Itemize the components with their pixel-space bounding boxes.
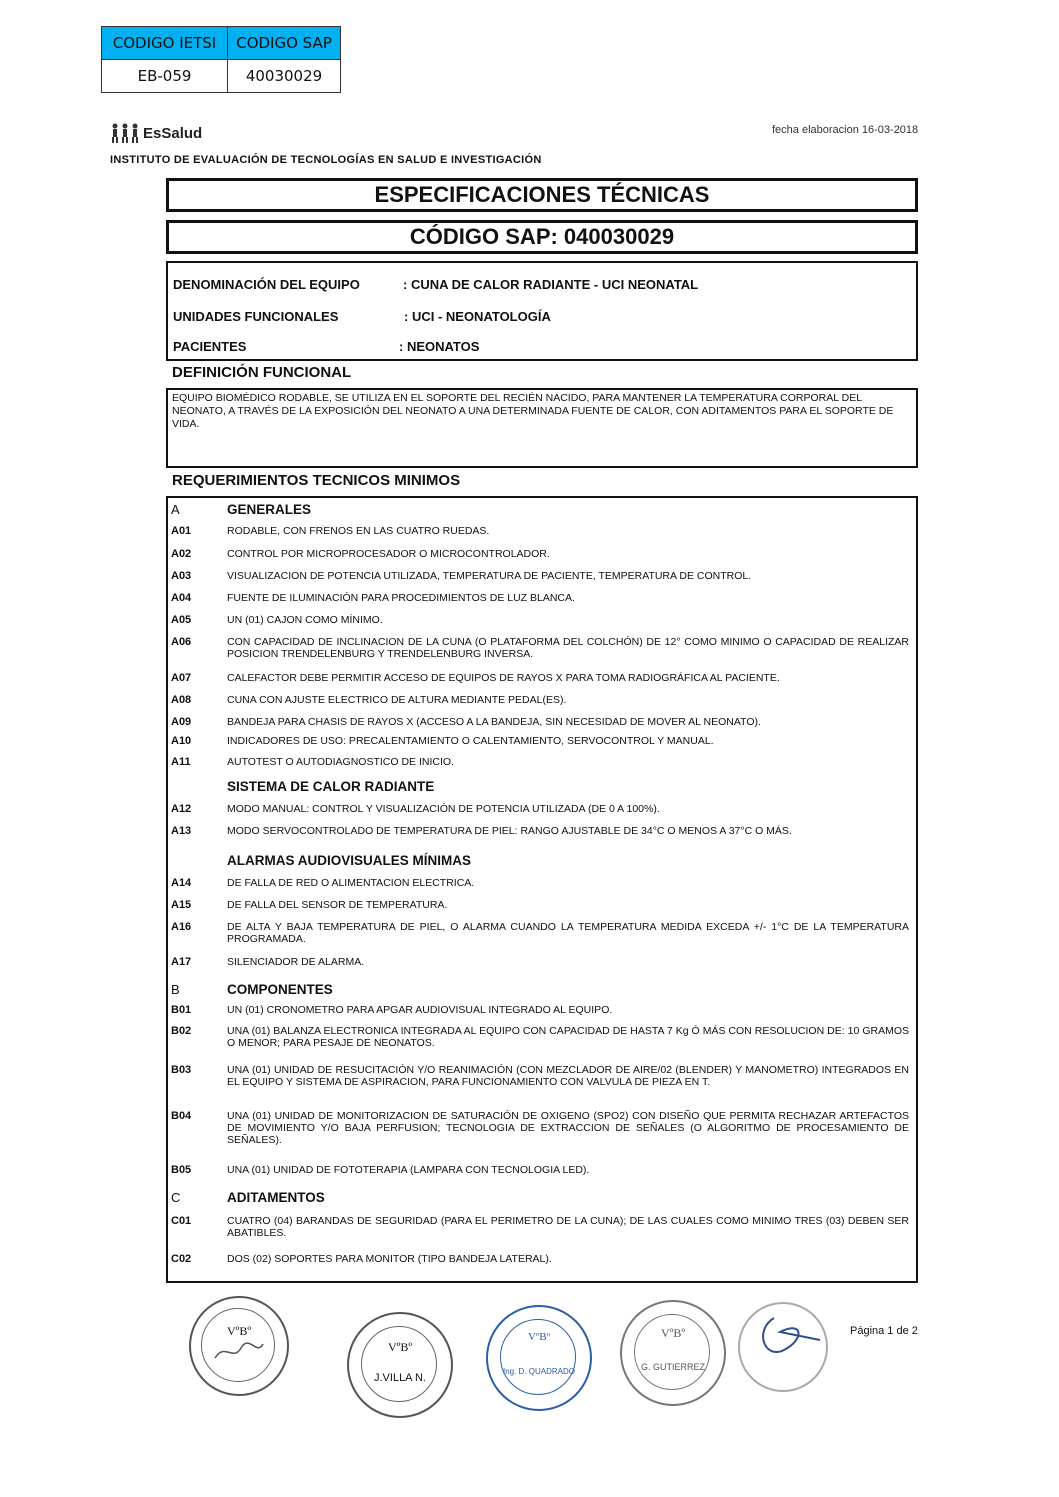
requirement-code: A06 bbox=[171, 636, 192, 648]
requirement-text: SILENCIADOR DE ALARMA. bbox=[227, 956, 365, 968]
stamp-mark: VºBº bbox=[527, 1331, 551, 1343]
stamp-mark: VºBº bbox=[226, 1324, 252, 1338]
requirement-code: C02 bbox=[171, 1253, 192, 1265]
requirement-text: AUTOTEST O AUTODIAGNOSTICO DE INICIO. bbox=[227, 756, 454, 768]
requirement-text: UNA (01) BALANZA ELECTRONICA INTEGRADA AL EQUIPO CON CAPACIDAD DE HASTA 7 Kg Ó MÁS CON RESOLUCION DE: 10 GRAMOS O MENOR; PARA PESAJE DE NEONATOS. bbox=[227, 1025, 909, 1049]
definicion-text: EQUIPO BIOMÉDICO RODABLE, SE UTILIZA EN EL SOPORTE DEL RECIÉN NACIDO, PARA MANTENER LA TEMPERATURA CORPORAL DEL NEONATO, A TRAVÉS DE LA EXPOSICIÓN DEL NEONATO A UNA DETERMINADA FUENTE DE CALOR, CON ADITAMENTOS PARA EL SOPORTE DE VIDA. bbox=[172, 392, 894, 430]
requirement-text: UN (01) CRONOMETRO PARA APGAR AUDIOVISUAL INTEGRADO AL EQUIPO. bbox=[227, 1004, 613, 1016]
requirement-code: A16 bbox=[171, 921, 192, 933]
requirement-text: SISTEMA DE CALOR RADIANTE bbox=[227, 779, 435, 794]
requirement-code: A01 bbox=[171, 525, 192, 537]
requirement-code: A02 bbox=[171, 548, 192, 560]
requirement-code: A14 bbox=[171, 877, 192, 889]
code-table-header: CODIGO SAP bbox=[228, 27, 341, 60]
pacientes-label: PACIENTES bbox=[173, 339, 247, 354]
requirement-text: UNA (01) UNIDAD DE FOTOTERAPIA (LAMPARA CON TECNOLOGIA LED). bbox=[227, 1164, 590, 1176]
equipment-info-box bbox=[166, 261, 918, 361]
definicion-heading: DEFINICIÓN FUNCIONAL bbox=[172, 364, 352, 381]
requirement-text: DE FALLA DEL SENSOR DE TEMPERATURA. bbox=[227, 899, 448, 911]
approval-stamp bbox=[347, 1312, 453, 1418]
approval-stamp bbox=[189, 1296, 289, 1396]
approval-stamp bbox=[620, 1300, 726, 1406]
page-number: Página 1 de 2 bbox=[850, 1325, 918, 1337]
requirement-text: ALARMAS AUDIOVISUALES MÍNIMAS bbox=[227, 853, 472, 868]
code-table-value: EB-059 bbox=[102, 60, 228, 93]
requirement-code: A12 bbox=[171, 803, 192, 815]
pacientes-row bbox=[173, 339, 480, 354]
requirement-code: A09 bbox=[171, 716, 192, 728]
signature-scribble bbox=[744, 1310, 824, 1370]
requirement-text: GENERALES bbox=[227, 502, 312, 517]
people-logo-icon bbox=[110, 123, 140, 143]
requirement-text: DE FALLA DE RED O ALIMENTACION ELECTRICA. bbox=[227, 877, 475, 889]
requirement-text: MODO SERVOCONTROLADO DE TEMPERATURA DE PIEL: RANGO AJUSTABLE DE 34°C O MENOS A 37°C O MÁS. bbox=[227, 825, 792, 837]
approval-stamp bbox=[738, 1302, 828, 1392]
requirement-code: B05 bbox=[171, 1164, 192, 1176]
requirement-text: DE ALTA Y BAJA TEMPERATURA DE PIEL, O ALARMA CUANDO LA TEMPERATURA MEDIDA EXCEDA +/- 1°C DE LA TEMPERATURA PROGRAMADA. bbox=[227, 921, 909, 945]
unidades-value: : UCI - NEONATOLOGÍA bbox=[404, 309, 551, 324]
stamp-name: G. GUTIERREZ bbox=[640, 1362, 705, 1372]
requirements-box bbox=[166, 496, 918, 1283]
requirement-text: BANDEJA PARA CHASIS DE RAYOS X (ACCESO A LA BANDEJA, SIN NECESIDAD DE MOVER AL NEONATO). bbox=[227, 716, 761, 728]
unidades-label: UNIDADES FUNCIONALES bbox=[173, 309, 339, 324]
codigo-sap-title: CÓDIGO SAP: 040030029 bbox=[166, 220, 918, 254]
requirement-text: ADITAMENTOS bbox=[227, 1190, 325, 1205]
requirement-code: A17 bbox=[171, 956, 192, 968]
requirement-text: UNA (01) UNIDAD DE MONITORIZACION DE SATURACIÓN DE OXIGENO (SPO2) CON DISEÑO QUE PERMITA RECHAZAR ARTEFACTOS DE MOVIMIENTO Y/O BAJA PERFUSION; TECNOLOGIA DE EXTRACCION DE SEÑALES (O ALGORITMO DE PROCESAMIENTO DE SEÑALES). bbox=[227, 1110, 909, 1146]
requirement-code: A07 bbox=[171, 672, 192, 684]
requirement-code: A10 bbox=[171, 735, 192, 747]
requirement-code: B bbox=[171, 982, 180, 997]
requirement-code: B03 bbox=[171, 1064, 192, 1076]
requirement-code: A03 bbox=[171, 570, 192, 582]
code-table-header: CODIGO IETSI bbox=[102, 27, 228, 60]
requirement-code: A04 bbox=[171, 592, 192, 604]
requirement-code: A bbox=[171, 502, 180, 517]
requirement-code: B02 bbox=[171, 1025, 192, 1037]
requirement-code: B04 bbox=[171, 1110, 192, 1122]
requirement-code: A13 bbox=[171, 825, 192, 837]
requirement-text: INDICADORES DE USO: PRECALENTAMIENTO O CALENTAMIENTO, SERVOCONTROL Y MANUAL. bbox=[227, 735, 714, 747]
requirement-text: MODO MANUAL: CONTROL Y VISUALIZACIÓN DE POTENCIA UTILIZADA (DE 0 A 100%). bbox=[227, 803, 660, 815]
denominacion-value: : CUNA DE CALOR RADIANTE - UCI NEONATAL bbox=[403, 277, 699, 292]
definicion-box bbox=[166, 388, 918, 468]
requirement-code: B01 bbox=[171, 1004, 192, 1016]
requirement-text: UNA (01) UNIDAD DE RESUCITACIÓN Y/O REANIMACIÓN (CON MEZCLADOR DE AIRE/02 (BLENDER) Y MANOMETRO) INTEGRADOS EN EL EQUIPO Y SISTEMA DE ASPIRACION, PARA FUNCIONAMIENTO CON VALVULA DE PIEZA EN T. bbox=[227, 1064, 909, 1088]
denominacion-label: DENOMINACIÓN DEL EQUIPO bbox=[173, 277, 360, 292]
signature-scribble bbox=[211, 1340, 267, 1364]
requirement-text: CONTROL POR MICROPROCESADOR O MICROCONTROLADOR. bbox=[227, 548, 550, 560]
requirement-text: COMPONENTES bbox=[227, 982, 333, 997]
requirement-text: FUENTE DE ILUMINACIÓN PARA PROCEDIMIENTOS DE LUZ BLANCA. bbox=[227, 592, 575, 604]
requirement-code: C bbox=[171, 1190, 181, 1205]
requirement-code: A11 bbox=[171, 756, 191, 768]
code-table bbox=[101, 26, 341, 93]
requirement-code: A15 bbox=[171, 899, 192, 911]
requirement-text: CUNA CON AJUSTE ELECTRICO DE ALTURA MEDIANTE PEDAL(ES). bbox=[227, 694, 567, 706]
requirement-text: CUATRO (04) BARANDAS DE SEGURIDAD (PARA EL PERIMETRO DE LA CUNA); DE LAS CUALES COMO MINIMO TRES (03) DEBEN SER ABATIBLES. bbox=[227, 1215, 909, 1239]
requirement-text: CALEFACTOR DEBE PERMITIR ACCESO DE EQUIPOS DE RAYOS X PARA TOMA RADIOGRÁFICA AL PACIENTE. bbox=[227, 672, 780, 684]
requirement-code: A08 bbox=[171, 694, 192, 706]
stamp-mark: VºBº bbox=[387, 1340, 413, 1354]
requirement-text: DOS (02) SOPORTES PARA MONITOR (TIPO BANDEJA LATERAL). bbox=[227, 1253, 552, 1265]
requirement-text: CON CAPACIDAD DE INCLINACION DE LA CUNA (O PLATAFORMA DEL COLCHÓN) DE 12° COMO MINIMO O CAPACIDAD DE REALIZAR POSICION TRENDELENBURG Y TRENDELENBURG INVERSA. bbox=[227, 636, 909, 660]
denominacion-row bbox=[173, 277, 699, 292]
requirement-text: UN (01) CAJON COMO MÍNIMO. bbox=[227, 614, 383, 626]
requirement-code: A05 bbox=[171, 614, 192, 626]
requirement-code: C01 bbox=[171, 1215, 192, 1227]
fecha-elaboracion: fecha elaboracion 16-03-2018 bbox=[772, 124, 919, 136]
stamp-name: J.VILLA N. bbox=[374, 1372, 426, 1384]
requirement-text: VISUALIZACION DE POTENCIA UTILIZADA, TEMPERATURA DE PACIENTE, TEMPERATURA DE CONTROL. bbox=[227, 570, 752, 582]
code-table-value: 40030029 bbox=[228, 60, 341, 93]
logo-text: EsSalud bbox=[143, 124, 203, 142]
stamp-mark: VºBº bbox=[660, 1326, 686, 1340]
pacientes-value: : NEONATOS bbox=[399, 339, 480, 354]
page-title: ESPECIFICACIONES TÉCNICAS bbox=[166, 178, 918, 212]
stamp-name: Ing. D. QUADRADO bbox=[502, 1367, 575, 1376]
requerimientos-heading: REQUERIMIENTOS TECNICOS MINIMOS bbox=[172, 472, 461, 489]
approval-stamp bbox=[486, 1305, 592, 1411]
unidades-row bbox=[173, 309, 551, 324]
requirement-text: RODABLE, CON FRENOS EN LAS CUATRO RUEDAS. bbox=[227, 525, 490, 537]
institute-name: INSTITUTO DE EVALUACIÓN DE TECNOLOGÍAS EN SALUD E INVESTIGACIÓN bbox=[110, 154, 542, 166]
essalud-logo bbox=[110, 123, 202, 143]
